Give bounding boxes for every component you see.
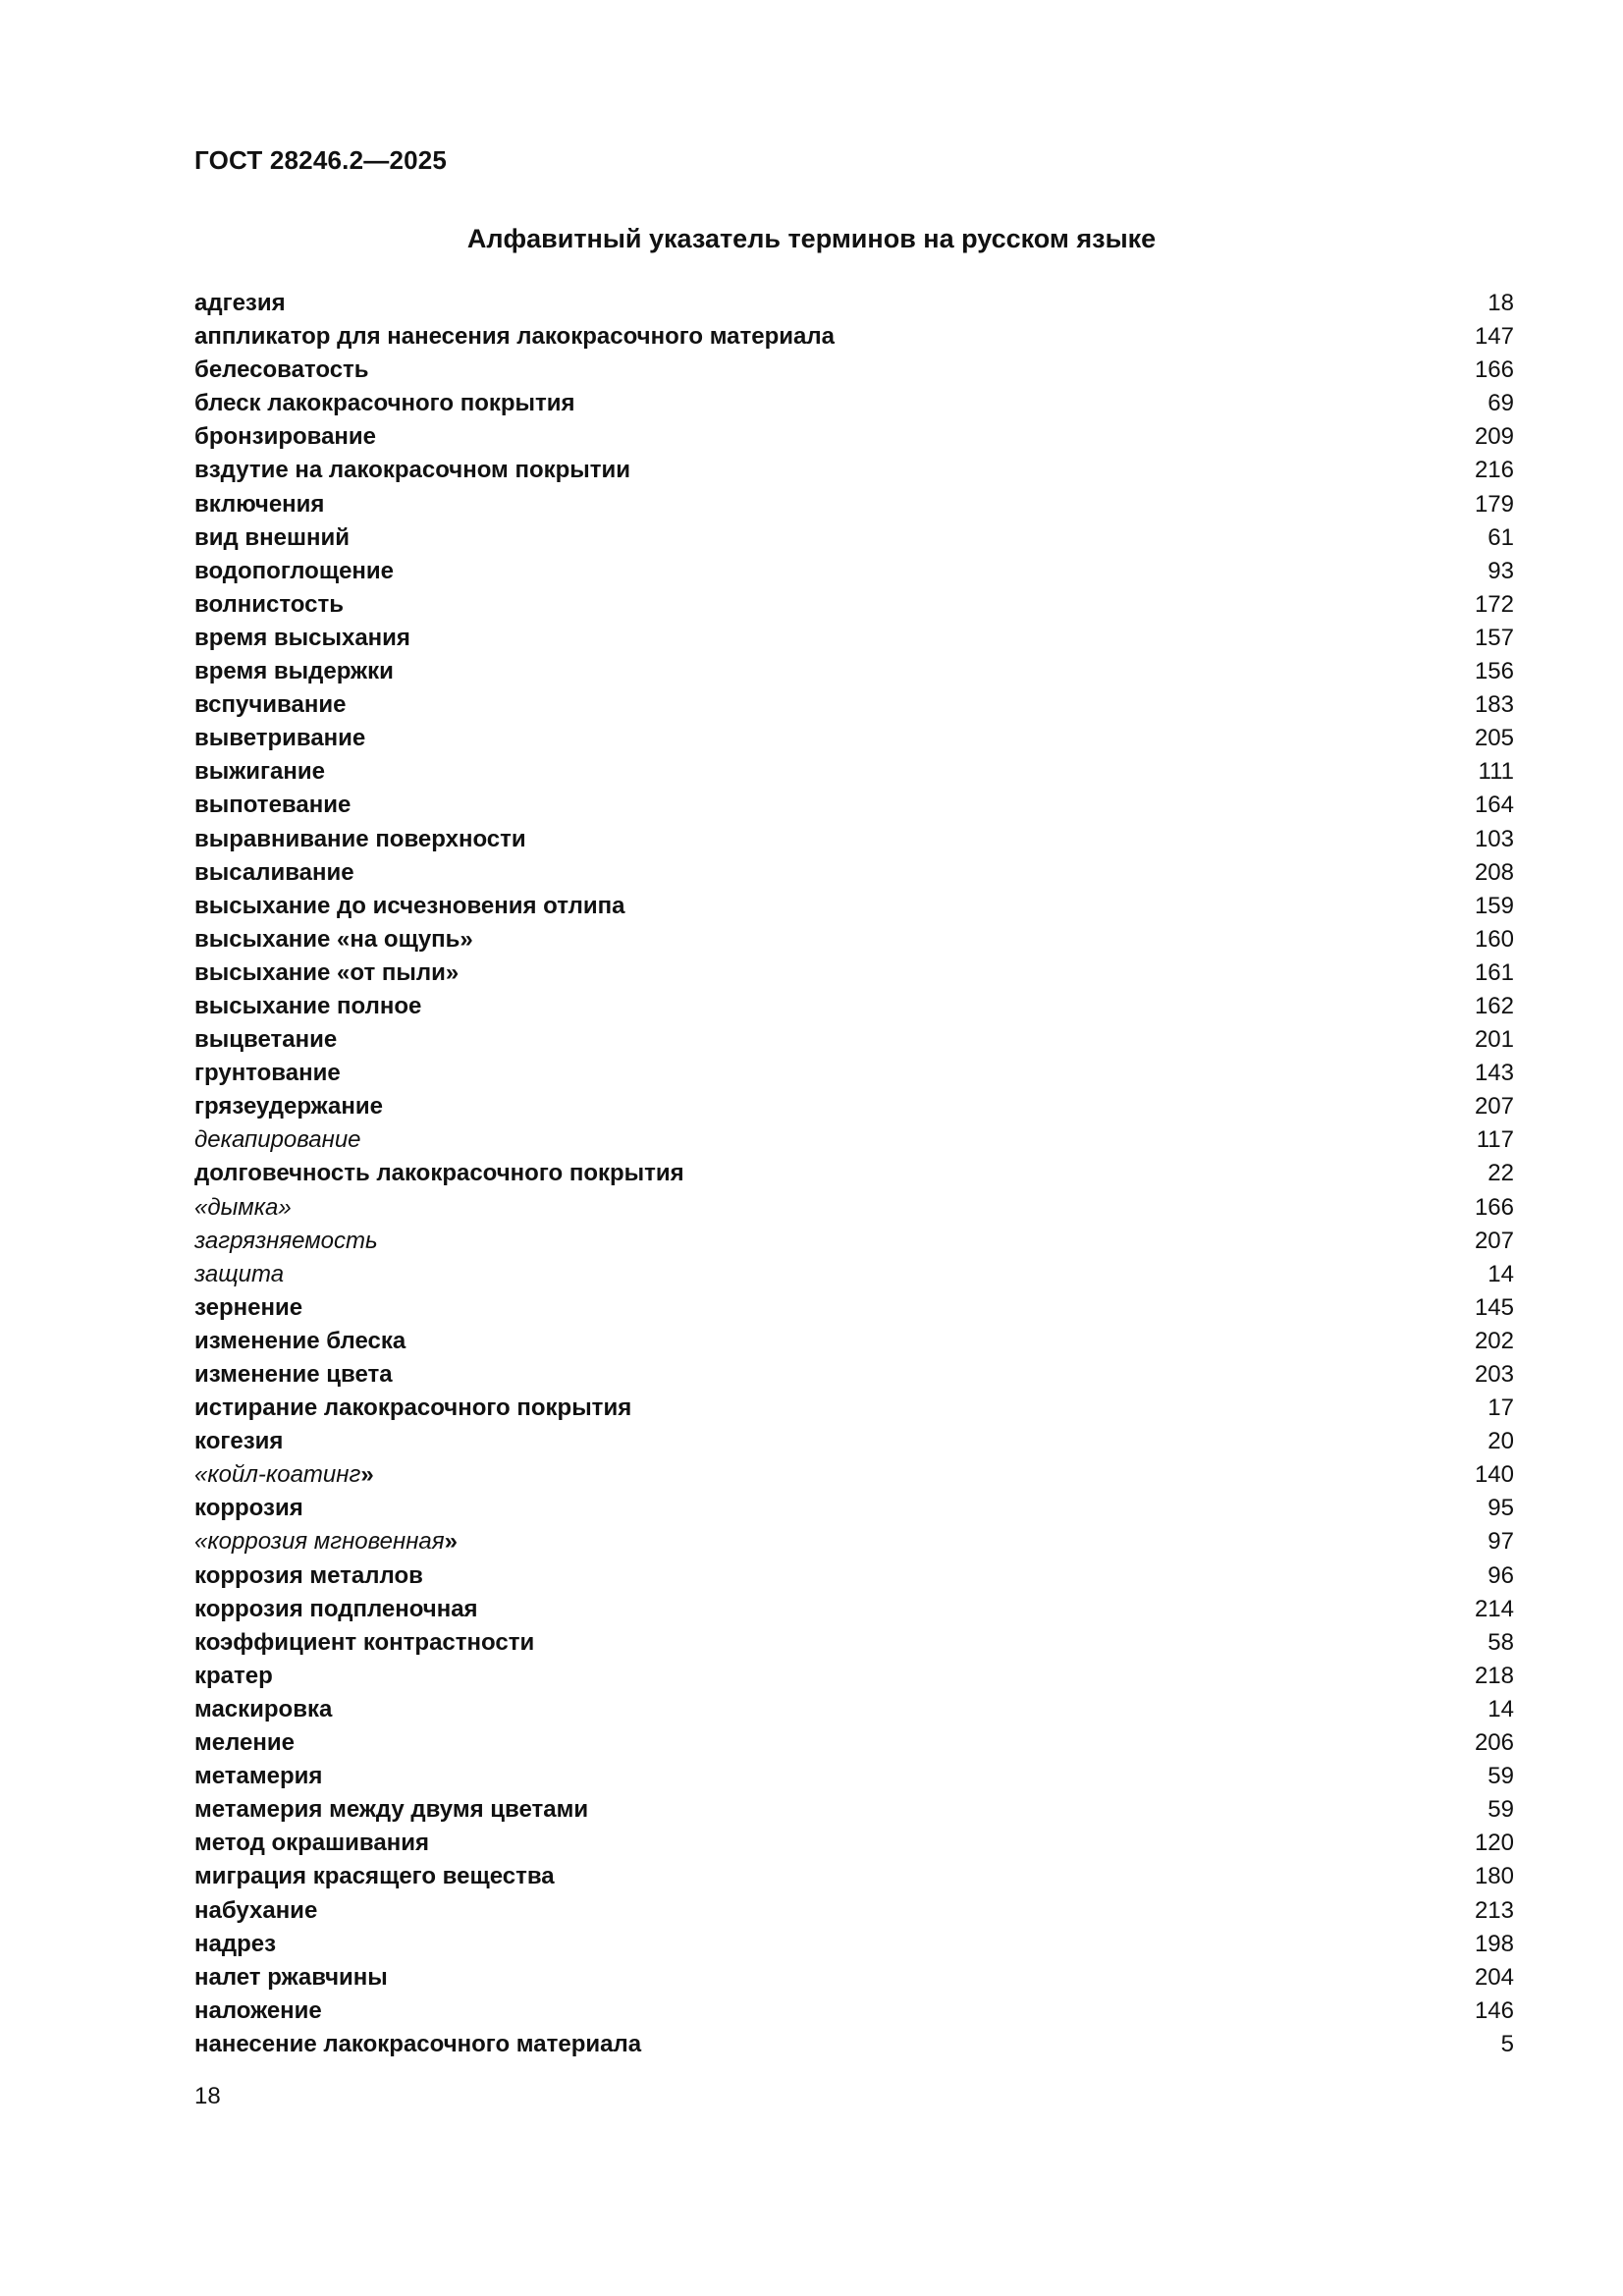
term-text bbox=[194, 1894, 317, 1928]
term-text bbox=[194, 588, 344, 622]
term-text bbox=[194, 420, 376, 454]
term-label: время выдержки bbox=[194, 658, 394, 685]
term-label: коррозия металлов bbox=[194, 1561, 423, 1589]
term-label: выветривание bbox=[194, 725, 366, 752]
term-label: наложение bbox=[194, 1996, 322, 2024]
term-number: 161 bbox=[1474, 958, 1514, 986]
term-row bbox=[194, 1225, 1514, 1258]
term-text bbox=[194, 823, 526, 856]
term-row bbox=[194, 1626, 1514, 1660]
term-row bbox=[194, 622, 1514, 655]
term-number: 61 bbox=[1488, 523, 1514, 551]
term-text bbox=[194, 1123, 361, 1157]
term-text bbox=[194, 655, 394, 688]
term-row bbox=[194, 454, 1514, 487]
document-header: ГОСТ 28246.2—2025 bbox=[194, 145, 448, 175]
term-number: 207 bbox=[1474, 1093, 1514, 1121]
term-text bbox=[194, 1860, 555, 1893]
term-number: 166 bbox=[1474, 356, 1514, 384]
term-text bbox=[194, 2028, 641, 2061]
term-row bbox=[194, 722, 1514, 755]
term-number: 143 bbox=[1474, 1060, 1514, 1087]
term-label: долговечность лакокрасочного покрытия bbox=[194, 1160, 684, 1187]
term-text bbox=[194, 1057, 341, 1090]
term-label: вид внешний bbox=[194, 523, 351, 551]
term-text bbox=[194, 957, 459, 990]
term-label: волнистость bbox=[194, 590, 344, 618]
term-label: белесоватость bbox=[194, 356, 369, 384]
term-number: 59 bbox=[1488, 1796, 1514, 1824]
term-row bbox=[194, 1325, 1514, 1358]
term-label: высаливание bbox=[194, 858, 354, 886]
term-number: 17 bbox=[1488, 1394, 1514, 1422]
term-number: 97 bbox=[1488, 1528, 1514, 1556]
term-text bbox=[194, 287, 286, 320]
term-text bbox=[194, 354, 369, 387]
term-label: метод окрашивания bbox=[194, 1830, 429, 1857]
term-label: выцветание bbox=[194, 1026, 338, 1054]
term-label: защита bbox=[194, 1260, 285, 1287]
term-number: 198 bbox=[1474, 1930, 1514, 1957]
term-text bbox=[194, 1225, 378, 1258]
term-text bbox=[194, 1023, 337, 1057]
term-label: выравнивание поверхности bbox=[194, 825, 526, 852]
term-row bbox=[194, 420, 1514, 454]
term-label: меление bbox=[194, 1729, 295, 1757]
term-number: 96 bbox=[1488, 1561, 1514, 1589]
term-row bbox=[194, 1425, 1514, 1458]
term-label: миграция красящего вещества bbox=[194, 1863, 555, 1890]
term-row bbox=[194, 1793, 1514, 1827]
term-number: 207 bbox=[1474, 1227, 1514, 1254]
term-label: выжигание bbox=[194, 758, 325, 786]
term-number: 58 bbox=[1488, 1628, 1514, 1656]
term-number: 218 bbox=[1474, 1662, 1514, 1689]
term-row bbox=[194, 755, 1514, 789]
term-row bbox=[194, 1693, 1514, 1726]
term-number: 69 bbox=[1488, 390, 1514, 417]
term-label: коэффициент контрастности bbox=[194, 1628, 535, 1656]
term-row bbox=[194, 488, 1514, 521]
term-number: 120 bbox=[1474, 1830, 1514, 1857]
term-number: 213 bbox=[1474, 1896, 1514, 1924]
term-text bbox=[194, 923, 473, 957]
term-row bbox=[194, 1760, 1514, 1793]
term-row bbox=[194, 1525, 1514, 1558]
term-text bbox=[194, 454, 630, 487]
term-row bbox=[194, 387, 1514, 420]
term-number: 59 bbox=[1488, 1763, 1514, 1790]
term-row bbox=[194, 890, 1514, 923]
term-row bbox=[194, 1191, 1514, 1225]
term-row bbox=[194, 823, 1514, 856]
term-number: 156 bbox=[1474, 658, 1514, 685]
term-text bbox=[194, 990, 421, 1023]
term-label: «койл-коатинг bbox=[194, 1461, 361, 1489]
term-number: 172 bbox=[1474, 590, 1514, 618]
term-number: 164 bbox=[1474, 792, 1514, 819]
term-row bbox=[194, 1928, 1514, 1961]
term-row bbox=[194, 1023, 1514, 1057]
term-row bbox=[194, 655, 1514, 688]
term-text bbox=[194, 1559, 423, 1593]
term-row bbox=[194, 1559, 1514, 1593]
term-text bbox=[194, 555, 394, 588]
term-label: аппликатор для нанесения лакокрасочного материала bbox=[194, 323, 835, 351]
term-label: грунтование bbox=[194, 1060, 341, 1087]
term-label: включения bbox=[194, 490, 325, 518]
term-row bbox=[194, 957, 1514, 990]
term-text bbox=[194, 488, 324, 521]
index-title: Алфавитный указатель терминов на русском языке bbox=[466, 224, 1157, 253]
term-row bbox=[194, 287, 1514, 320]
term-number: 157 bbox=[1474, 624, 1514, 651]
term-row bbox=[194, 2028, 1514, 2061]
term-number: 103 bbox=[1474, 825, 1514, 852]
term-row bbox=[194, 1995, 1514, 2028]
term-closing-quote: » bbox=[444, 1528, 458, 1556]
term-row bbox=[194, 1961, 1514, 1995]
term-row bbox=[194, 1860, 1514, 1893]
term-label: коррозия bbox=[194, 1495, 303, 1522]
term-label: выпотевание bbox=[194, 792, 352, 819]
term-label: «коррозия мгновенная bbox=[194, 1528, 445, 1556]
term-text bbox=[194, 622, 410, 655]
term-number: 160 bbox=[1474, 925, 1514, 953]
term-text bbox=[194, 1191, 292, 1225]
term-text bbox=[194, 789, 351, 822]
term-label: высыхание «на ощупь» bbox=[194, 925, 473, 953]
term-label: загрязняемость bbox=[194, 1227, 378, 1254]
term-label: «дымка» bbox=[194, 1193, 292, 1221]
term-text bbox=[194, 320, 835, 354]
term-text bbox=[194, 1325, 406, 1358]
term-row bbox=[194, 1492, 1514, 1525]
term-text bbox=[194, 1458, 374, 1492]
term-row bbox=[194, 1090, 1514, 1123]
term-text bbox=[194, 1425, 283, 1458]
term-row bbox=[194, 789, 1514, 822]
term-row bbox=[194, 1458, 1514, 1492]
term-number: 146 bbox=[1474, 1996, 1514, 2024]
term-row bbox=[194, 1593, 1514, 1626]
term-number: 20 bbox=[1488, 1428, 1514, 1455]
term-text bbox=[194, 1392, 631, 1425]
term-row bbox=[194, 1726, 1514, 1760]
term-row bbox=[194, 555, 1514, 588]
term-row bbox=[194, 990, 1514, 1023]
term-text bbox=[194, 1995, 322, 2028]
term-number: 140 bbox=[1474, 1461, 1514, 1489]
term-number: 201 bbox=[1474, 1026, 1514, 1054]
term-text bbox=[194, 1827, 429, 1860]
term-text bbox=[194, 1358, 393, 1392]
term-row bbox=[194, 1660, 1514, 1693]
term-row bbox=[194, 1157, 1514, 1190]
term-text bbox=[194, 1961, 388, 1995]
term-label: вздутие на лакокрасочном покрытии bbox=[194, 457, 631, 484]
term-number: 202 bbox=[1474, 1327, 1514, 1354]
term-row bbox=[194, 1057, 1514, 1090]
term-label: кратер bbox=[194, 1662, 273, 1689]
term-label: высыхание полное bbox=[194, 992, 422, 1019]
term-label: изменение блеска bbox=[194, 1327, 406, 1354]
term-number: 145 bbox=[1474, 1293, 1514, 1321]
term-text bbox=[194, 1525, 458, 1558]
term-label: истирание лакокрасочного покрытия bbox=[194, 1394, 632, 1422]
term-text bbox=[194, 1660, 273, 1693]
term-text bbox=[194, 1760, 322, 1793]
term-row bbox=[194, 923, 1514, 957]
term-row bbox=[194, 1291, 1514, 1325]
term-label: зернение bbox=[194, 1293, 303, 1321]
term-label: когезия bbox=[194, 1428, 284, 1455]
term-number: 14 bbox=[1488, 1695, 1514, 1722]
term-row bbox=[194, 521, 1514, 555]
term-number: 179 bbox=[1474, 490, 1514, 518]
term-number: 214 bbox=[1474, 1595, 1514, 1622]
term-label: нанесение лакокрасочного материала bbox=[194, 2030, 642, 2057]
term-label: блеск лакокрасочного покрытия bbox=[194, 390, 575, 417]
term-row bbox=[194, 1827, 1514, 1860]
term-text bbox=[194, 1693, 332, 1726]
term-text bbox=[194, 1258, 284, 1291]
term-label: маскировка bbox=[194, 1695, 333, 1722]
page-number: 18 bbox=[194, 2083, 221, 2109]
term-number: 204 bbox=[1474, 1963, 1514, 1991]
term-label: коррозия подпленочная bbox=[194, 1595, 478, 1622]
term-text bbox=[194, 1726, 295, 1760]
term-text bbox=[194, 722, 365, 755]
term-row bbox=[194, 1123, 1514, 1157]
term-number: 159 bbox=[1474, 892, 1514, 919]
term-number: 14 bbox=[1488, 1260, 1514, 1287]
term-label: грязеудержание bbox=[194, 1093, 383, 1121]
term-row bbox=[194, 1392, 1514, 1425]
term-label: высыхание «от пыли» bbox=[194, 958, 460, 986]
term-number: 147 bbox=[1474, 323, 1514, 351]
term-number: 205 bbox=[1474, 725, 1514, 752]
term-index-list bbox=[194, 287, 1514, 2061]
term-text bbox=[194, 856, 354, 890]
term-closing-quote: » bbox=[360, 1461, 374, 1489]
term-row bbox=[194, 354, 1514, 387]
term-text bbox=[194, 1793, 588, 1827]
term-number: 209 bbox=[1474, 423, 1514, 451]
term-label: набухание bbox=[194, 1896, 318, 1924]
term-text bbox=[194, 1090, 383, 1123]
term-label: метамерия bbox=[194, 1763, 323, 1790]
term-label: время высыхания bbox=[194, 624, 410, 651]
term-number: 5 bbox=[1500, 2030, 1514, 2057]
term-label: декапирование bbox=[194, 1126, 361, 1154]
term-row bbox=[194, 1258, 1514, 1291]
term-row bbox=[194, 1358, 1514, 1392]
term-text bbox=[194, 890, 625, 923]
term-number: 18 bbox=[1488, 290, 1514, 316]
term-number: 95 bbox=[1488, 1495, 1514, 1522]
term-number: 183 bbox=[1474, 691, 1514, 719]
term-text bbox=[194, 755, 325, 789]
term-label: налет ржавчины bbox=[194, 1963, 388, 1991]
term-row bbox=[194, 320, 1514, 354]
term-number: 22 bbox=[1488, 1160, 1514, 1187]
term-number: 111 bbox=[1478, 758, 1514, 786]
term-label: адгезия bbox=[194, 290, 286, 316]
term-number: 93 bbox=[1488, 557, 1514, 584]
term-text bbox=[194, 1626, 534, 1660]
term-row bbox=[194, 588, 1514, 622]
term-row bbox=[194, 856, 1514, 890]
term-label: метамерия между двумя цветами bbox=[194, 1796, 589, 1824]
term-number: 206 bbox=[1474, 1729, 1514, 1757]
term-label: вспучивание bbox=[194, 691, 347, 719]
term-text bbox=[194, 1291, 302, 1325]
term-label: надрез bbox=[194, 1930, 277, 1957]
term-text bbox=[194, 688, 346, 722]
term-number: 166 bbox=[1474, 1193, 1514, 1221]
term-label: бронзирование bbox=[194, 423, 377, 451]
term-label: водопоглощение bbox=[194, 557, 395, 584]
term-row bbox=[194, 1894, 1514, 1928]
term-row bbox=[194, 688, 1514, 722]
term-number: 203 bbox=[1474, 1361, 1514, 1388]
term-number: 216 bbox=[1474, 457, 1514, 484]
term-number: 117 bbox=[1476, 1126, 1514, 1154]
term-text bbox=[194, 1593, 478, 1626]
term-label: высыхание до исчезновения отлипа bbox=[194, 892, 625, 919]
term-label: изменение цвета bbox=[194, 1361, 393, 1388]
term-text bbox=[194, 1492, 303, 1525]
term-number: 208 bbox=[1474, 858, 1514, 886]
term-number: 162 bbox=[1474, 992, 1514, 1019]
term-text bbox=[194, 521, 350, 555]
term-text bbox=[194, 1928, 276, 1961]
term-text bbox=[194, 1157, 684, 1190]
term-number: 180 bbox=[1474, 1863, 1514, 1890]
term-text bbox=[194, 387, 575, 420]
